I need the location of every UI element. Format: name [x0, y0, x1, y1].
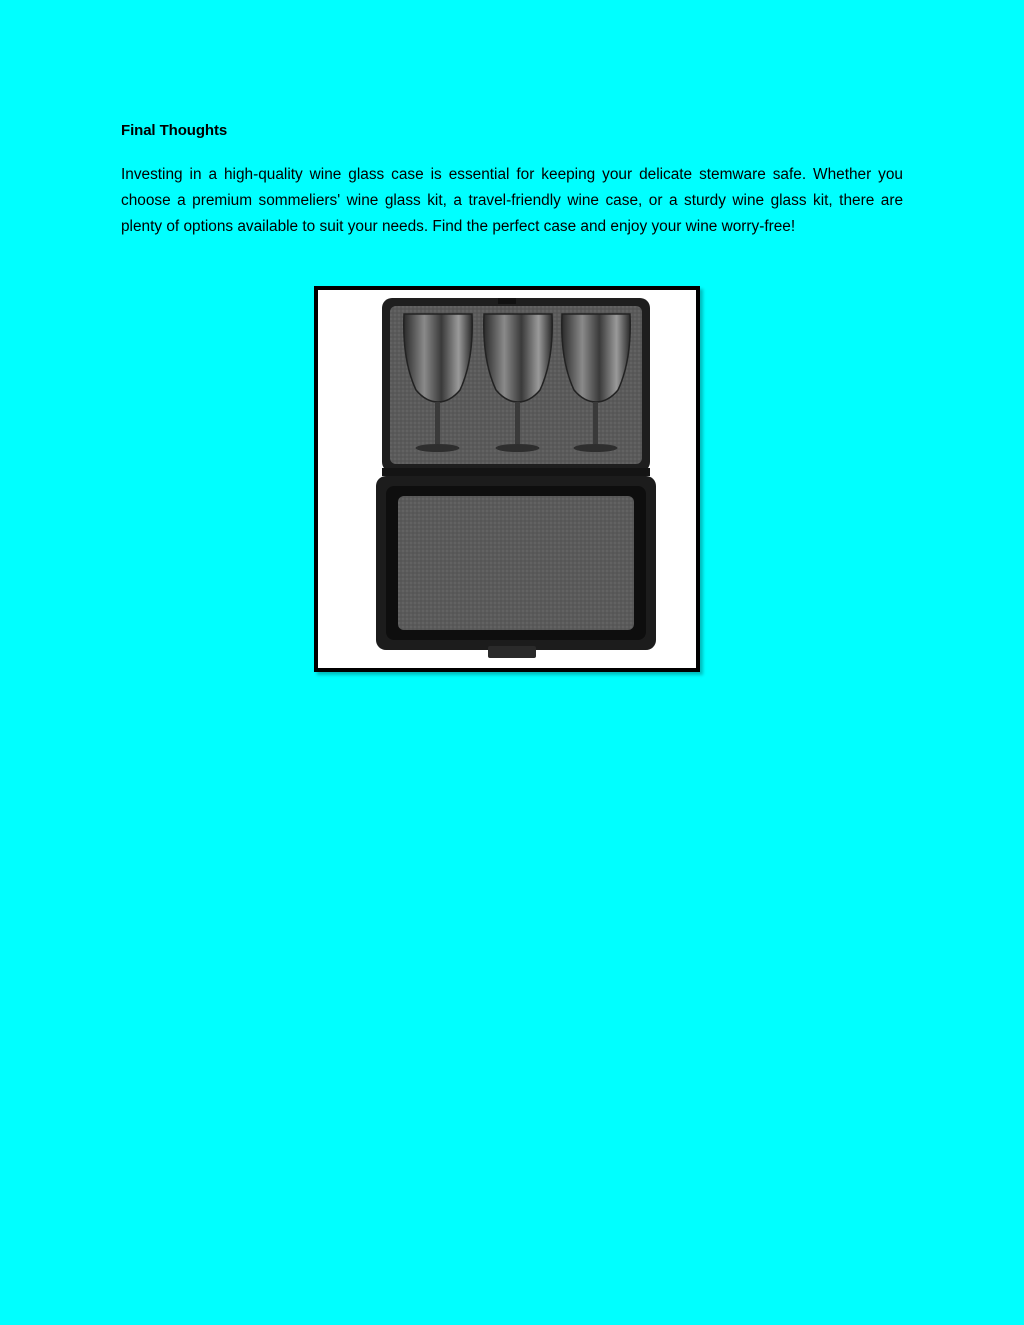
section-heading: Final Thoughts [121, 122, 228, 139]
section-paragraph: Investing in a high-quality wine glass case is essential for keeping your delicate stemware safe. Whether you choose a premium sommeliers' wine glass kit, a travel-friendly wine case, or a sturdy wine glass kit, there are plenty of options available to suit your needs. Find the perfect case and enjoy your wine worry-free! [121, 166, 903, 235]
wine-glass-case-photo [314, 286, 700, 672]
case-hinge [382, 468, 650, 476]
base-foam [398, 496, 634, 630]
lid-hinge [498, 298, 516, 304]
latch-icon [488, 646, 536, 658]
wine-glass-case-illustration [318, 290, 696, 668]
